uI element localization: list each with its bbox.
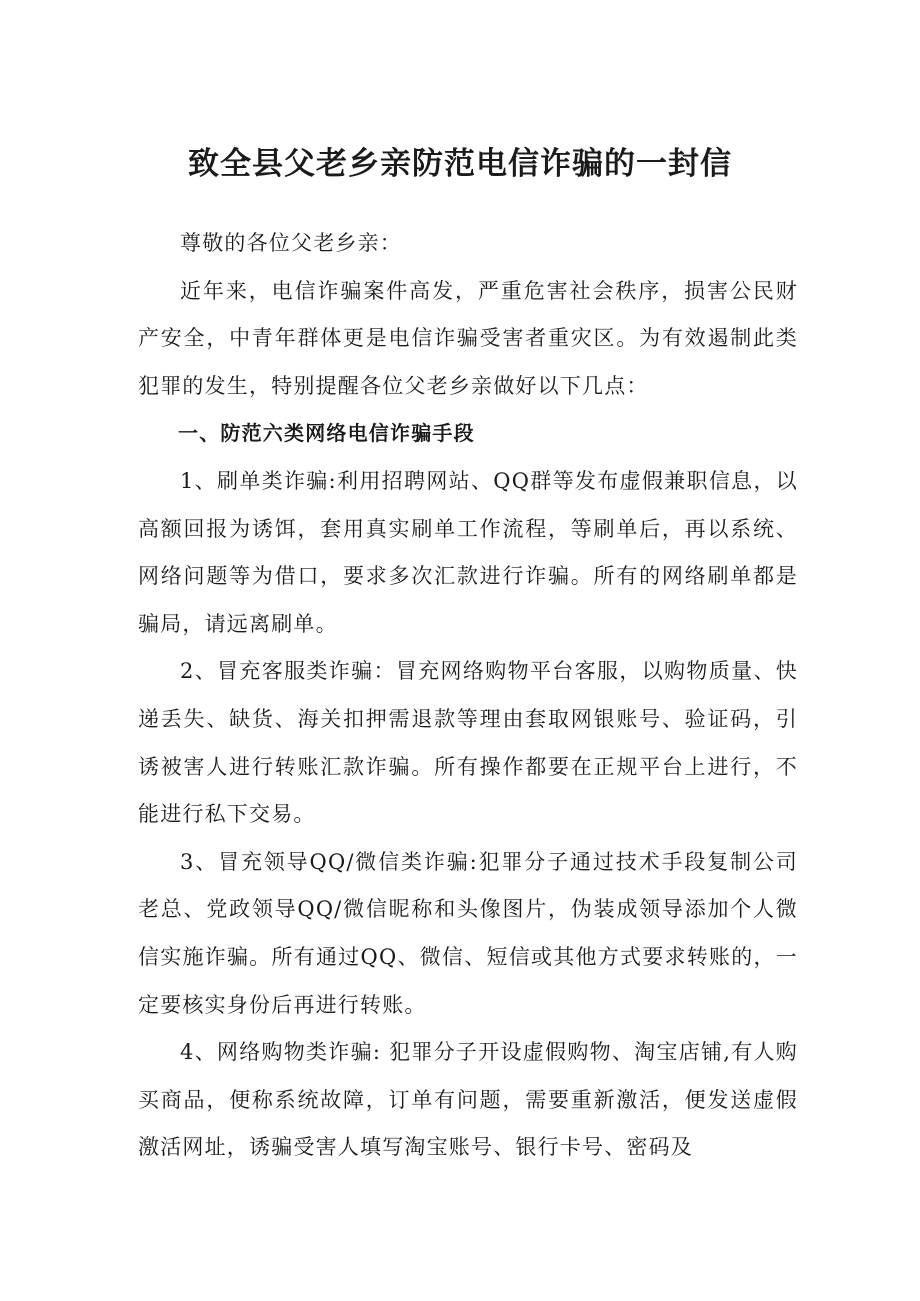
list-item: 2、冒充客服类诈骗：冒充网络购物平台客服，以购物质量、快递丢失、缺货、海关扣押需退款等理由套取网银账号、验证码，引诱被害人进行转账汇款诈骗。所有操作都要在正规平台上进行，不能进行私下交易。 [138,659,798,827]
greeting: 尊敬的各位父老乡亲： [180,231,402,255]
intro-paragraph: 近年来，电信诈骗案件高发，严重危害社会秩序，损害公民财产安全，中青年群体更是电信诈骗受害者重灾区。为有效遏制此类犯罪的发生，特别提醒各位父老乡亲做好以下几点： [138,278,798,398]
document-title: 致全县父老乡亲防范电信诈骗的一封信 [188,146,732,182]
document-body [138,220,798,1172]
list-item: 1、刷单类诈骗:利用招聘网站、QQ群等发布虚假兼职信息，以高额回报为诱饵，套用真实刷单工作流程，等刷单后，再以系统、网络问题等为借口，要求多次汇款进行诈骗。所有的网络刷单都是骗局，请远离刷单。 [138,468,798,636]
list-item: 3、冒充领导QQ/微信类诈骗:犯罪分子通过技术手段复制公司老总、党政领导QQ/微信昵称和头像图片，伪装成领导添加个人微信实施诈骗。所有通过QQ、微信、短信或其他方式要求转账的，一定要核实身份后再进行转账。 [138,849,798,1017]
section-heading: 一、防范六类网络电信诈骗手段 [178,421,475,446]
list-item: 4、网络购物类诈骗: 犯罪分子开设虚假购物、淘宝店铺,有人购买商品，便称系统故障，订单有问题，需要重新激活，便发送虚假激活网址，诱骗受害人填写淘宝账号、银行卡号、密码及 [138,1040,798,1160]
